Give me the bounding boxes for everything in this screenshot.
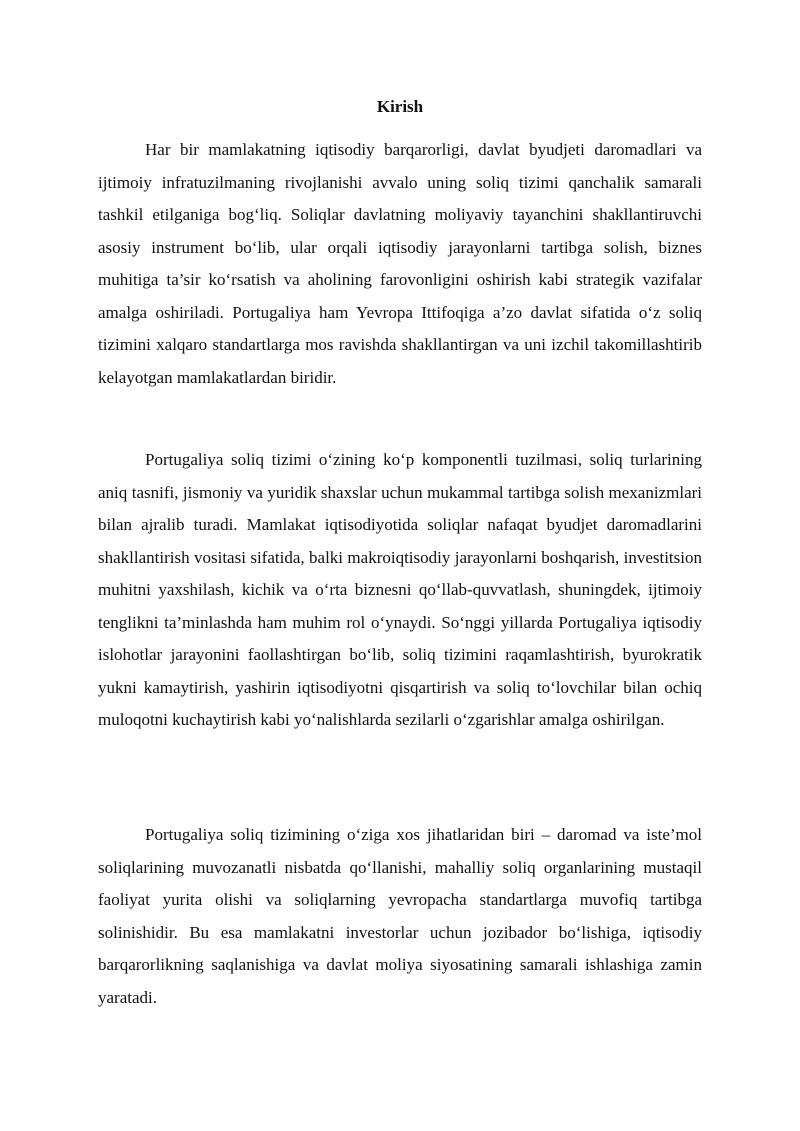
section-title: Kirish	[376, 97, 424, 116]
paragraph-1: Har bir mamlakatning iqtisodiy barqarorligi, davlat byudjeti daromadlari va ijtimoiy infratuzilmaning rivojlanishi avvalo uning soliq tizimi qanchalik samarali tashkil etilganiga bog‘liq. Soliqlar davlatning moliyaviy tayanchini shakllantiruvchi asosiy instrument bo‘lib, ular orqali iqtisodiy jarayonlarni tartibga solish, biznes muhitiga ta’sir ko‘rsatish va aholining farovonligini oshirish kabi strategik vazifalar amalga oshiriladi. Portugaliya ham Yevropa Ittifoqiga a’zo davlat sifatida o‘z soliq tizimini xalqaro standartlarga mos ravishda shakllantirgan va uni izchil takomillashtirib kelayotgan mamlakatlardan biridir.	[98, 140, 702, 387]
paragraph-3: Portugaliya soliq tizimining o‘ziga xos jihatlaridan biri – daromad va iste’mol soliqlarining muvozanatli nisbatda qo‘llanishi, mahalliy soliq organlarining mustaqil faoliyat yurita olishi va soliqlarning yevropacha standartlarga muvofiq tartibga solinishidir. Bu esa mamlakatni investorlar uchun jozibador bo‘lishiga, iqtisodiy barqarorlikning saqlanishiga va davlat moliya siyosatining samarali ishlashiga zamin yaratadi.	[98, 825, 702, 1007]
paragraph-2: Portugaliya soliq tizimi o‘zining ko‘p komponentli tuzilmasi, soliq turlarining aniq tasnifi, jismoniy va yuridik shaxslar uchun mukammal tartibga solish mexanizmlari bilan ajralib turadi. Mamlakat iqtisodiyotida soliqlar nafaqat byudjet daromadlarini shakllantirish vositasi sifatida, balki makroiqtisodiy jarayonlarni boshqarish, investitsion muhitni yaxshilash, kichik va o‘rta biznesni qo‘llab-quvvatlash, shuningdek, ijtimoiy tenglikni ta’minlashda ham muhim rol o‘ynaydi. So‘nggi yillarda Portugaliya iqtisodiy islohotlar jarayonini faollashtirgan bo‘lib, soliq tizimini raqamlashtirish, byurokratik yukni kamaytirish, yashirin iqtisodiyotni qisqartirish va soliq to‘lovchilar bilan ochiq muloqotni kuchaytirish kabi yo‘nalishlarda sezilarli o‘zgarishlar amalga oshirilgan.	[98, 450, 702, 729]
